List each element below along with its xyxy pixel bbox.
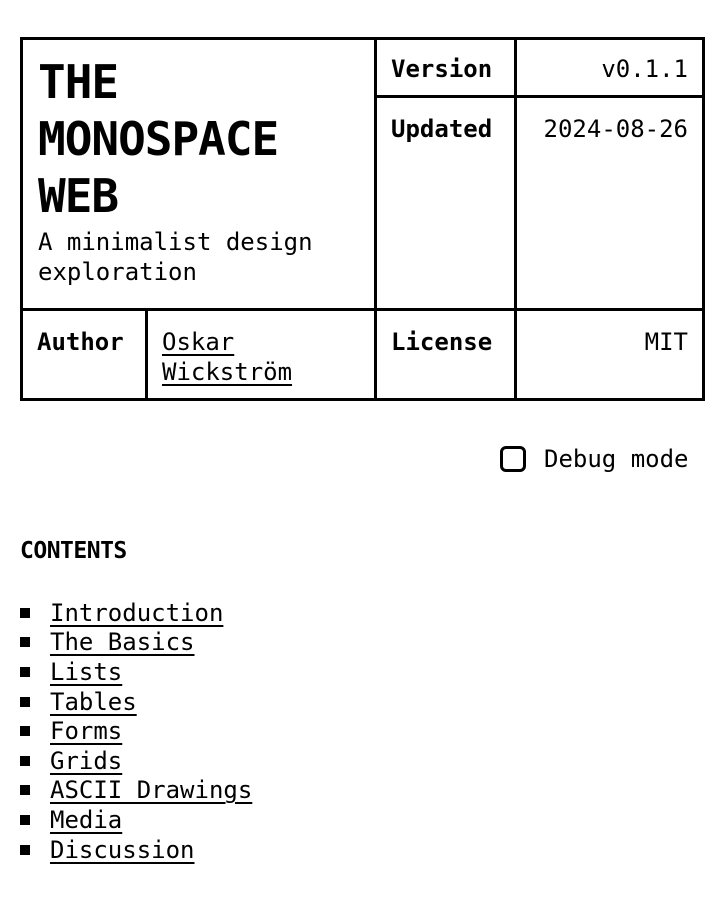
square-bullet-icon (20, 697, 30, 707)
square-bullet-icon (20, 785, 30, 795)
toc-item (20, 598, 252, 628)
square-bullet-icon (20, 667, 30, 677)
toc-item (20, 716, 252, 746)
toc-item (20, 746, 252, 776)
version-label: Version (376, 39, 516, 97)
toc-link-forms[interactable]: Forms (50, 717, 123, 746)
toc-item (20, 657, 252, 687)
toc-item (20, 835, 252, 865)
license-value: MIT (516, 310, 704, 400)
title-cell (22, 39, 376, 310)
toc-item (20, 687, 252, 717)
author-link[interactable] (162, 328, 292, 386)
updated-value: 2024-08-26 (516, 97, 704, 310)
author-first-name: Oskar (162, 328, 235, 356)
updated-label: Updated (376, 97, 516, 310)
square-bullet-icon (20, 608, 30, 618)
toc-item (20, 805, 252, 835)
author-label: Author (22, 310, 147, 400)
toc-link-introduction[interactable]: Introduction (50, 598, 224, 627)
table-of-contents (20, 598, 252, 864)
title-line: WEB (38, 169, 119, 223)
debug-label: Debug mode (544, 445, 689, 473)
author-value (147, 310, 376, 400)
toc-link-lists[interactable]: Lists (50, 657, 123, 686)
toc-link-tables[interactable]: Tables (50, 687, 137, 716)
page-subtitle: A minimalist design exploration (38, 228, 313, 286)
header-table (20, 37, 705, 401)
toc-item (20, 628, 252, 658)
toc-link-ascii-drawings[interactable]: ASCII Drawings (50, 776, 253, 805)
debug-toggle[interactable] (500, 445, 689, 473)
toc-link-grids[interactable]: Grids (50, 746, 123, 775)
square-bullet-icon (20, 726, 30, 736)
title-line: THE (38, 55, 119, 109)
page-title (38, 54, 360, 225)
toc-item (20, 776, 252, 806)
debug-checkbox[interactable] (500, 446, 526, 472)
square-bullet-icon (20, 815, 30, 825)
square-bullet-icon (20, 756, 30, 766)
license-label: License (376, 310, 516, 400)
square-bullet-icon (20, 845, 30, 855)
version-value: v0.1.1 (516, 39, 704, 97)
toc-link-the-basics[interactable]: The Basics (50, 628, 195, 657)
toc-link-media[interactable]: Media (50, 805, 123, 834)
toc-link-discussion[interactable]: Discussion (50, 835, 195, 864)
contents-heading: CONTENTS (20, 538, 127, 564)
title-line: MONOSPACE (38, 112, 279, 166)
square-bullet-icon (20, 637, 30, 647)
author-last-name: Wickström (162, 358, 293, 386)
